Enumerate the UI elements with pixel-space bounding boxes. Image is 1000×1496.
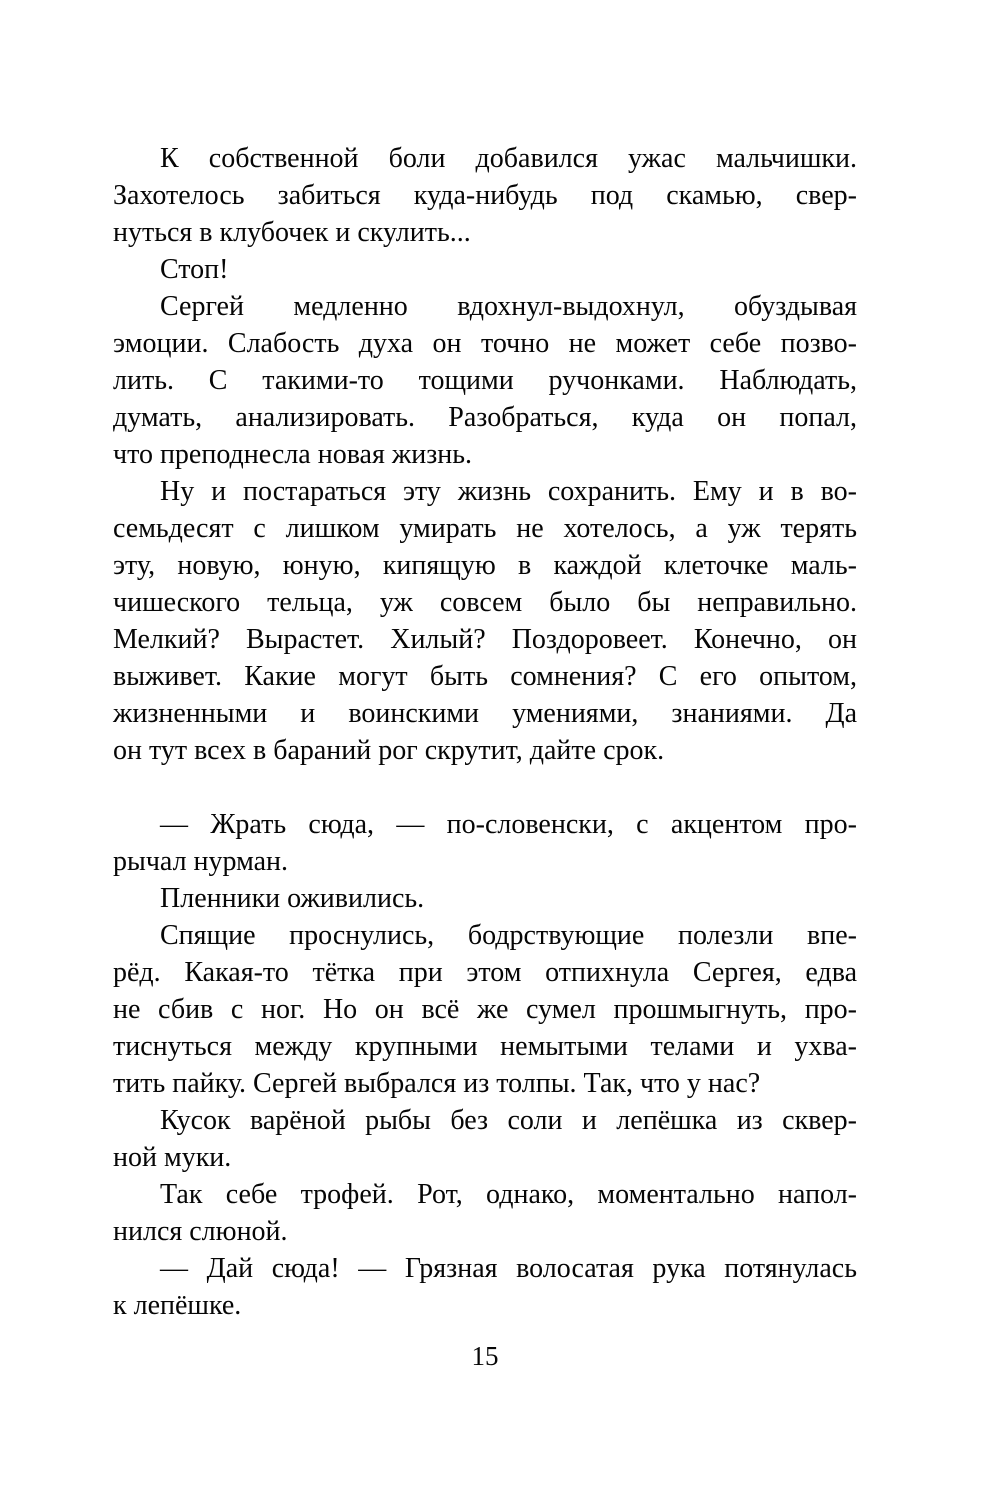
text-line: Стоп!: [160, 254, 229, 285]
text-line: ной муки.: [113, 1142, 232, 1173]
text-line: Пленники оживились.: [160, 883, 425, 914]
text-line: — Дай сюда! — Грязная волосатая рука потянулась: [160, 1253, 857, 1284]
page-number: 15: [471, 1341, 499, 1371]
text-line: Спящие проснулись, бодрствующие полезли впе-: [160, 920, 857, 951]
text-line: думать, анализировать. Разобраться, куда он попал,: [113, 402, 857, 433]
text-line: не сбив с ног. Но он всё же сумел прошмыгнуть, про-: [113, 994, 857, 1025]
text-line: Так себе трофей. Рот, однако, моментально напол-: [160, 1179, 857, 1210]
text-line: он тут всех в бараний рог скрутит, дайте срок.: [113, 735, 665, 766]
text-line: — Жрать сюда, — по-словенски, с акцентом про-: [160, 809, 857, 840]
text-line: эмоции. Слабость духа он точно не может себе позво-: [113, 328, 857, 359]
scene-break: [113, 769, 857, 806]
text-line: лить. С такими-то тощими ручонками. Наблюдать,: [113, 365, 857, 396]
text-line: эту, новую, юную, кипящую в каждой клеточке маль-: [113, 550, 857, 581]
text-line: тиснуться между крупными немытыми телами и ухва-: [113, 1031, 857, 1062]
text-line: выживет. Какие могут быть сомнения? С его опытом,: [113, 661, 857, 692]
text-line: рычал нурман.: [113, 846, 289, 877]
text-line: рёд. Какая-то тётка при этом отпихнула Сергея, едва: [113, 957, 857, 988]
text-line: К собственной боли добавился ужас мальчишки.: [160, 143, 857, 174]
text-line: нуться в клубочек и скулить...: [113, 217, 471, 248]
text-line: тить пайку. Сергей выбрался из толпы. Так, что у нас?: [113, 1068, 761, 1099]
text-line: что преподнесла новая жизнь.: [113, 439, 473, 470]
text-line: Мелкий? Вырастет. Хилый? Поздоровеет. Конечно, он: [113, 624, 857, 655]
page-text: [113, 140, 857, 1324]
text-line: Ну и постараться эту жизнь сохранить. Ему и в во-: [160, 476, 857, 507]
text-line: семьдесят с лишком умирать не хотелось, а уж терять: [113, 513, 857, 544]
text-line: Захотелось забиться куда-нибудь под скамью, свер-: [113, 180, 857, 211]
text-line: чишеского тельца, уж совсем было бы неправильно.: [113, 587, 857, 618]
text-line: жизненными и воинскими умениями, знаниями. Да: [113, 698, 857, 729]
text-line: Кусок варёной рыбы без соли и лепёшка из сквер-: [160, 1105, 857, 1136]
text-line: Сергей медленно вдохнул-выдохнул, обуздывая: [160, 291, 857, 322]
text-line: к лепёшке.: [113, 1290, 242, 1321]
text-line: нился слюной.: [113, 1216, 288, 1247]
